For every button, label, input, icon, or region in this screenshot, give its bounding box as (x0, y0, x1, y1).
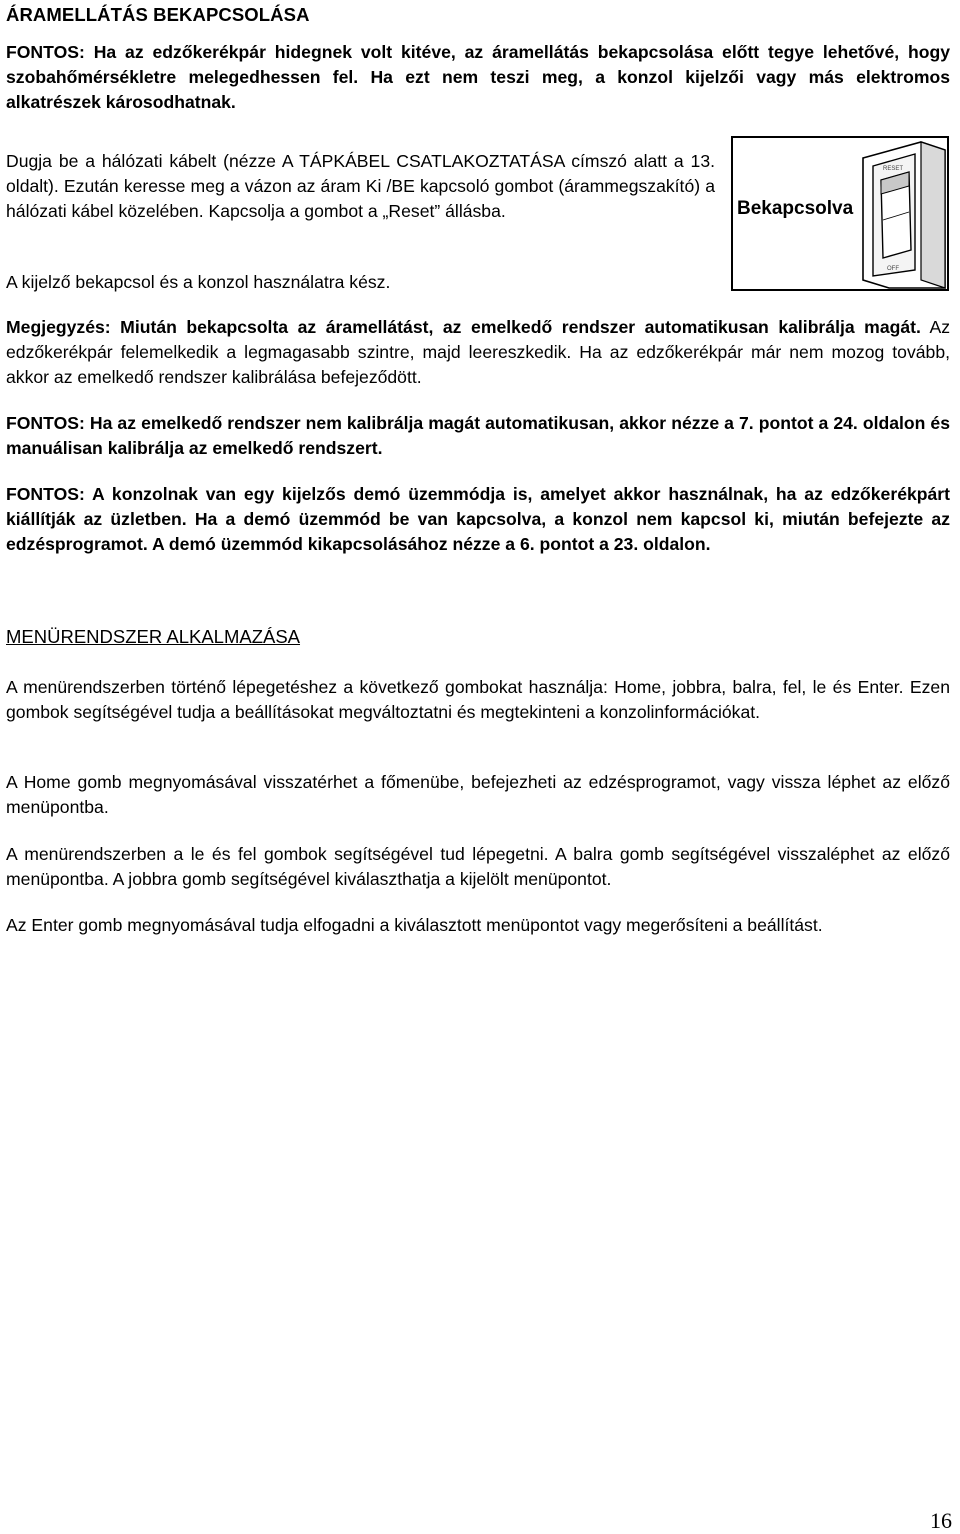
warning-calibration: FONTOS: Ha az emelkedő rendszer nem kalibrálja magát automatikusan, akkor nézze a 7. pontot a 24. oldalon és manuálisan kalibrálja az emelkedő rendszert. (6, 413, 950, 458)
note-paragraph (6, 315, 950, 390)
warning-cold: FONTOS: Ha az edzőkerékpár hidegnek volt kitéve, az áramellátás bekapcsolása előtt tegye lehetővé, hogy szobahőmérsékletre melegedhessen fel. Ha ezt nem teszi meg, a konzol kijelzői vagy más elektromos alkatrészek károsodhatnak. (6, 42, 950, 112)
menu-paragraph-3: A menürendszerben a le és fel gombok segítségével tud lépegetni. A balra gomb segítségével visszaléphet az előző menüpontba. A jobbra gomb segítségével kiválaszthatja a kijelölt menüpontot. (6, 844, 950, 889)
menu-paragraph-4: Az Enter gomb megnyomásával tudja elfogadni a kiválasztott menüpontot vagy megerősíteni a beállítást. (6, 915, 823, 935)
menu-paragraph-2: A Home gomb megnyomásával visszatérhet a főmenübe, befejezheti az edzésprogramot, vagy vissza léphet az előző menüpontba. (6, 772, 950, 817)
page-number: 16 (930, 1508, 952, 1533)
section-title-menu: MENÜRENDSZER ALKALMAZÁSA (6, 626, 301, 647)
warning-demo: FONTOS: A konzolnak van egy kijelzős demó üzemmódja is, amelyet akkor használnak, ha az edzőkerékpárt kiállítják az üzletben. Ha a demó üzemmód be van kapcsolva, a konzol nem kapcsol ki, miután befejezte az edzésprogramot. A demó üzemmód kikapcsolásához nézze a 6. pontot a 23. oldalon. (6, 484, 950, 554)
menu-paragraph-1: A menürendszerben történő lépegetéshez a következő gombokat használja: Home, jobbra, balra, fel, le és Enter. Ezen gombok segítségével tudja a beállításokat megváltoztatni és megtekinteni a konzolinformációkat. (6, 677, 950, 722)
power-switch-icon (859, 140, 949, 290)
figure-label: Bekapcsolva (737, 198, 854, 219)
switch-top-label: RESET (883, 166, 904, 172)
note-regular: Az edzőkerékpár felemelkedik a legmagasabb szintre, majd leereszkedik. Ha az edzőkerékpár már nem mozog tovább, akkor az emelkedő rendszer kalibrálása befejeződött. (6, 317, 950, 387)
note-bold: Megjegyzés: Miután bekapcsolta az áramellátást, az emelkedő rendszer automatikusan kalibrálja magát. (6, 317, 921, 337)
switch-bottom-label: OFF (887, 266, 899, 272)
section-title-power: ÁRAMELLÁTÁS BEKAPCSOLÁSA (6, 4, 310, 25)
instructions-paragraph: Dugja be a hálózati kábelt (nézze A TÁPKÁBEL CSATLAKOZTATÁSA címszó alatt a 13. oldalt). Ezután keresse meg a vázon az áram Ki /BE kapcsoló gombot (árammegszakító) a hálózati kábel közelében. Kapcsolja a gombot a „Reset” állásba. (6, 151, 715, 221)
power-switch-figure (731, 136, 949, 291)
ready-paragraph: A kijelző bekapcsol és a konzol használatra kész. (6, 272, 391, 292)
